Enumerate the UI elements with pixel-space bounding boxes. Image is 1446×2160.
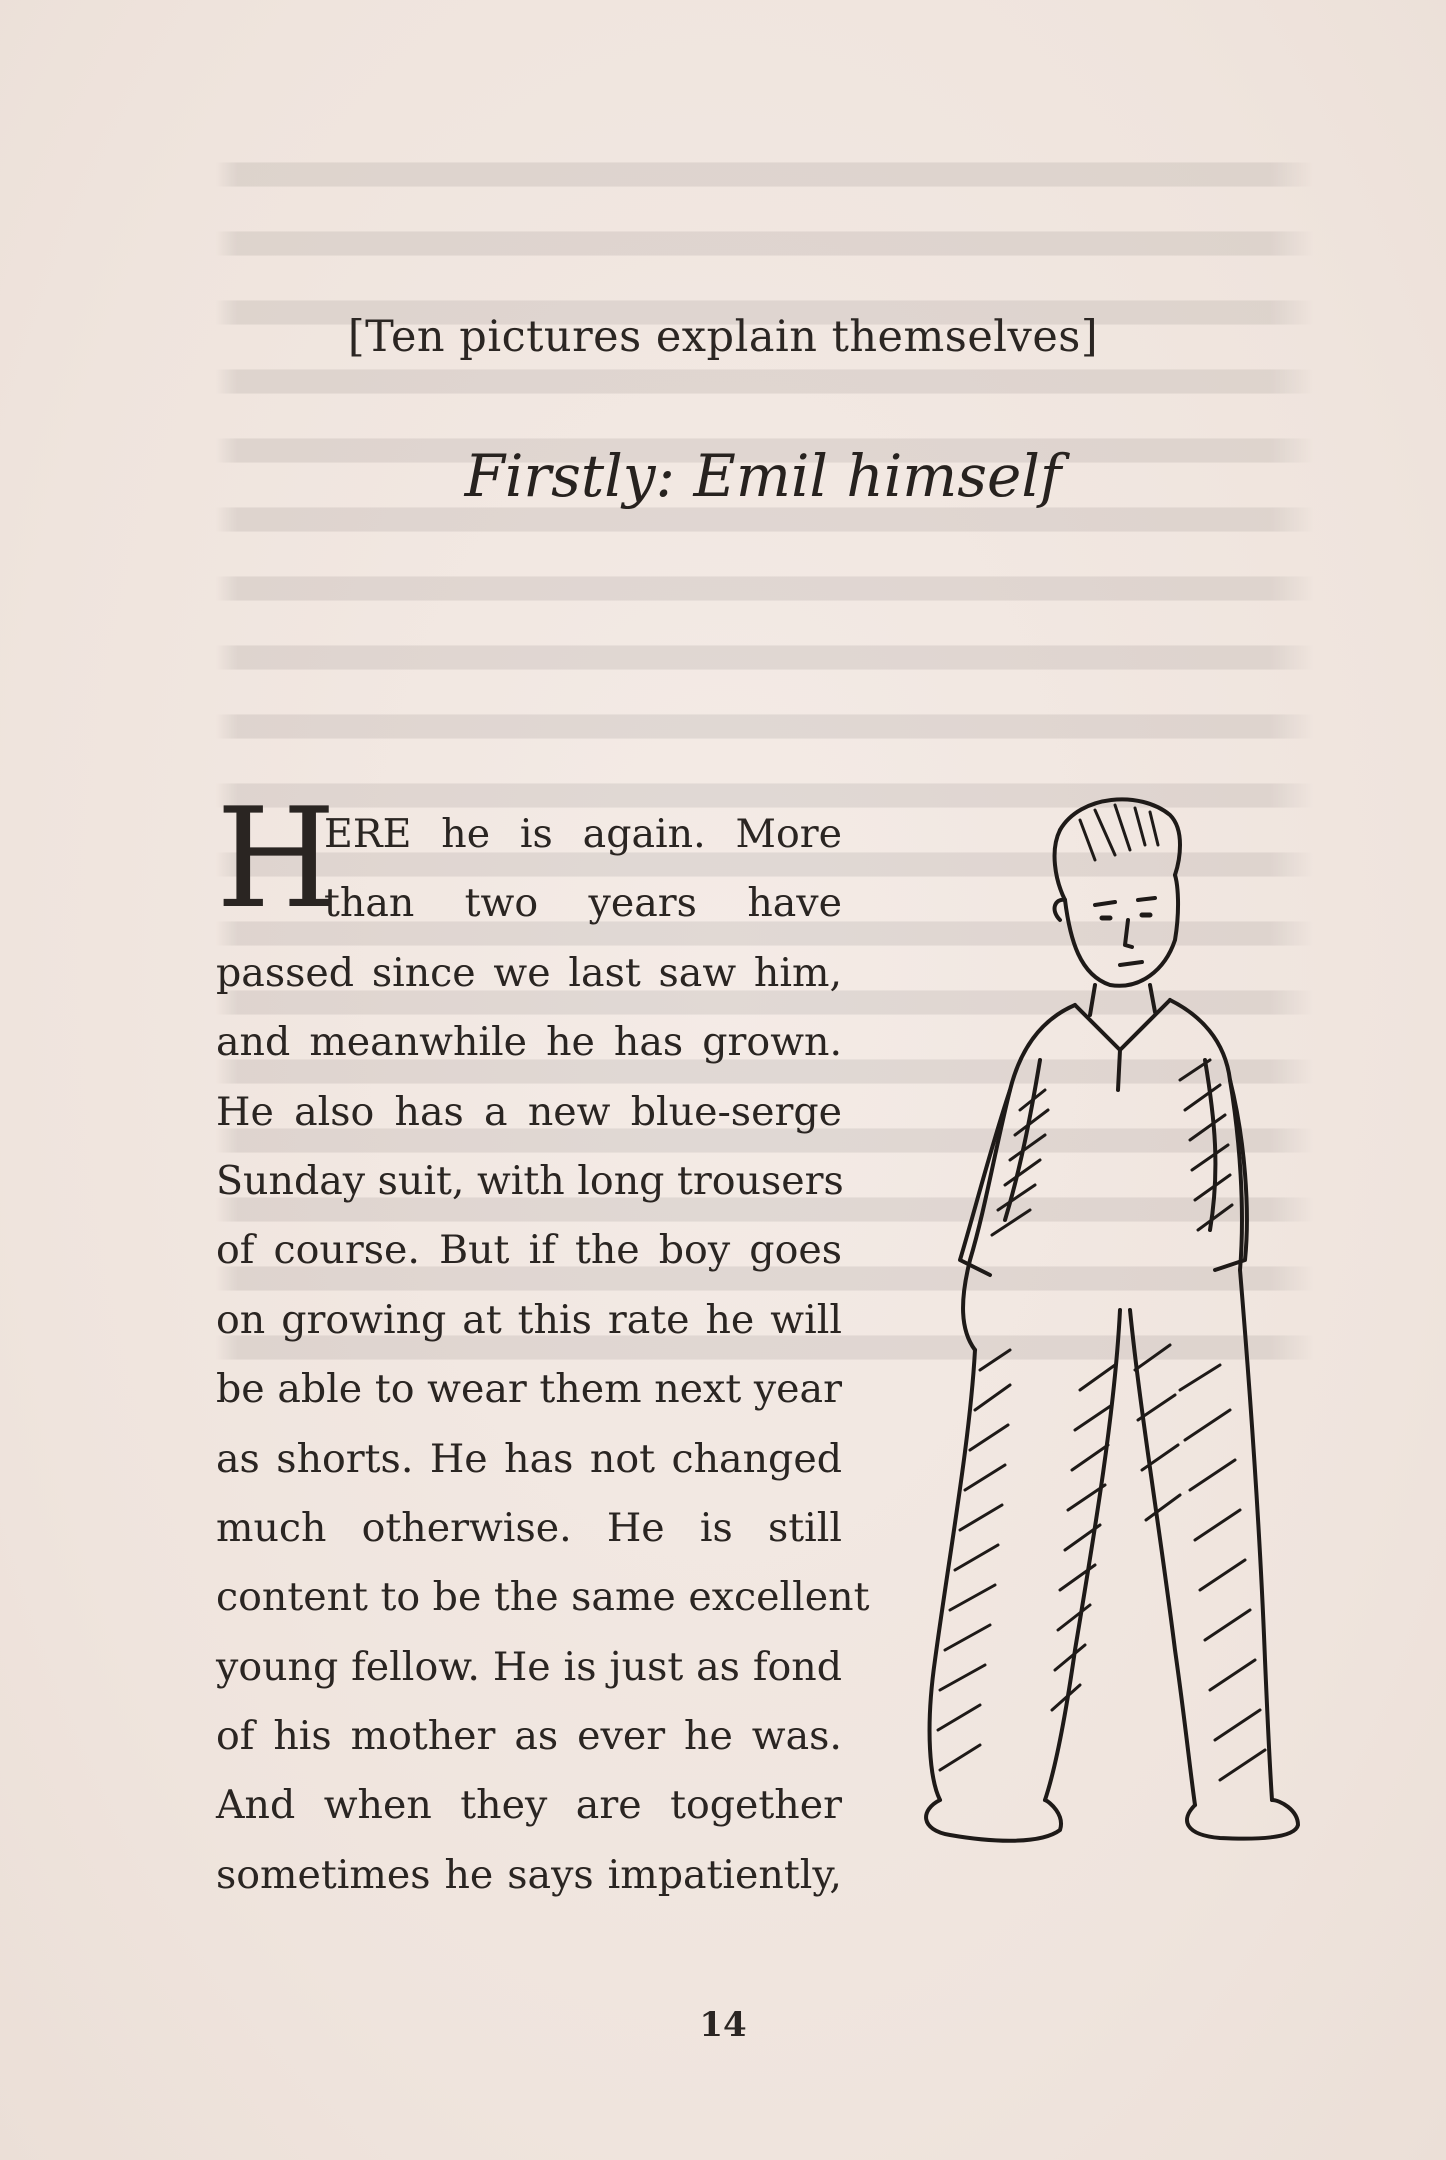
section-title: [Ten pictures explain themselves] [347,312,1099,362]
body-paragraph [216,800,870,1910]
body-line: Sunday suit, with long trousers [216,1157,844,1204]
emil-illustration-icon [880,790,1300,1940]
body-line: much otherwise. He is still [216,1504,842,1551]
body-line: And when they are together [216,1782,842,1829]
drop-cap: H [216,778,337,939]
body-line: and meanwhile he has grown. [216,1019,842,1066]
body-line: on growing at this rate he will [216,1296,842,1343]
body-line: sometimes he says impatiently, [216,1851,842,1898]
body-line: of course. But if the boy goes [216,1227,842,1274]
body-line: passed since we last saw him, [216,949,842,996]
body-line: ERE he is again. More [324,811,842,857]
body-line: as shorts. He has not changed [216,1435,842,1482]
chapter-title: Firstly: Emil himself [464,442,1062,510]
body-line: than two years have [324,880,842,927]
page-number: 14 [699,2005,747,2045]
body-line: be able to wear them next year [216,1366,842,1413]
body-line: young fellow. He is just as fond [216,1643,842,1690]
body-line: content to be the same excellent [216,1574,870,1621]
body-line: He also has a new blue-serge [216,1088,842,1135]
body-line: of his mother as ever he was. [216,1713,842,1760]
